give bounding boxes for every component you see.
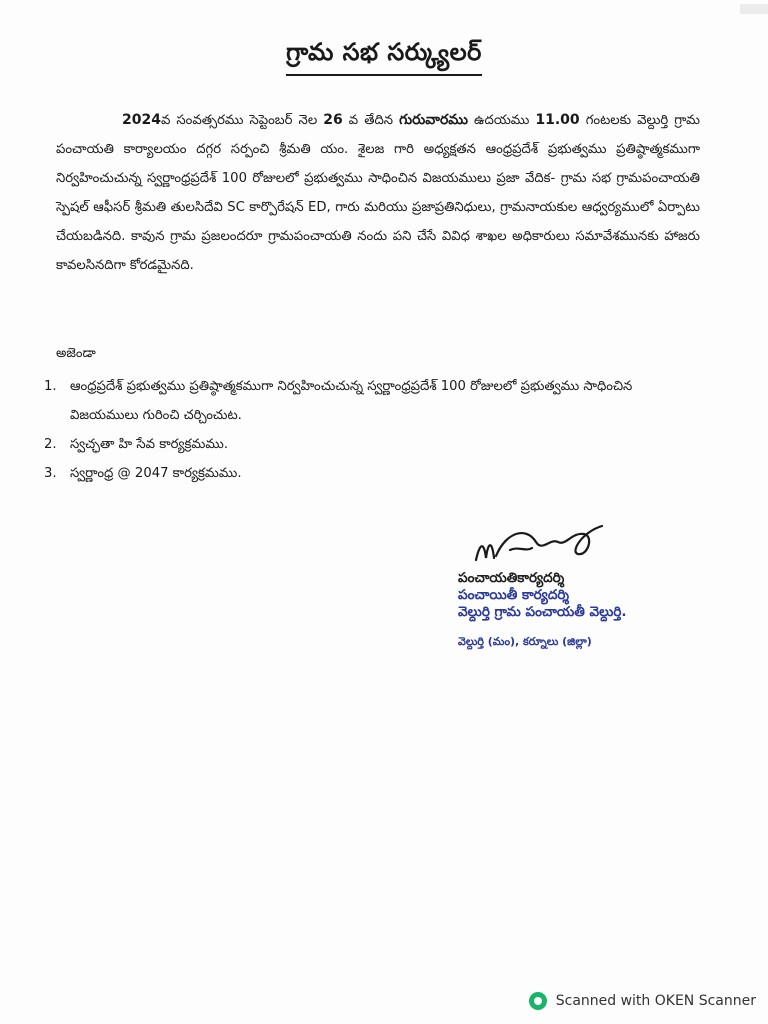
meeting-time: 11.00 [535, 112, 580, 128]
scanner-watermark-text: Scanned with OKEN Scanner [555, 993, 756, 1009]
stamp-designation: పంచాయతికార్యదర్శి [458, 570, 565, 586]
agenda-heading: అజెండా [56, 346, 96, 361]
paragraph-text-1: వ సంవత్సరము సెప్టెంబర్ నెల [160, 113, 324, 128]
paragraph-text-4: గంటలకు వెల్దుర్తి గ్రామ పంచాయతి కార్యాలయం దగ్గర సర్పంచి శ్రీమతి యం. శైలజ గారి అధ్యక్షతన ఆంధ్రప్రదేశ్ ప్రభుత్వము ప్రతిష్ఠాత్మకముగా నిర్వహించుచున్న స్వర్ణాంధ్రప్రదేశ్ 100 రోజులలో ప్రభుత్వము సాధించిన విజయములు ప్రజా వేదిక- గ్రామ సభ గ్రామపంచాయతి స్పెషల్ ఆఫీసర్ శ్రీమతి తులసిదేవి SC కార్పొరేషన్ ED, గారు మరియు ప్రజాప్రతినిధులు, గ్రామనాయకుల ఆధ్వర్యములో ఏర్పాటు చేయబడినది. కావున గ్రామ ప్రజలందరూ గ్రామపంచాయతి నందు పని చేసే వివిధ శాఖల అధికారులు సమావేశమునకు హాజరు కావలసినదిగా కోరడమైనది. [56, 113, 700, 273]
meeting-weekday: గురువారము [399, 112, 468, 128]
agenda-list [44, 372, 704, 488]
circular-body-paragraph [56, 106, 700, 280]
agenda-item-number: 3. [44, 466, 57, 481]
document-title-text: గ్రామ సభ సర్క్యులర్ [286, 38, 482, 76]
paragraph-text-2: వ తేదిన [342, 113, 400, 128]
agenda-item-text: స్వచ్ఛతా హి సేవ కార్యక్రమము. [70, 437, 229, 452]
document-title [0, 38, 768, 76]
paragraph-text-3: ఉదయము [467, 113, 536, 128]
official-stamp [458, 570, 648, 650]
scanner-watermark [529, 992, 756, 1010]
oken-scanner-logo-icon [529, 992, 547, 1010]
meeting-day: 26 [323, 112, 343, 128]
scan-corner-mark [740, 4, 768, 14]
agenda-item [44, 459, 704, 488]
agenda-item [44, 430, 704, 459]
agenda-item-number: 2. [44, 437, 57, 452]
agenda-item [44, 372, 704, 430]
stamp-title: పంచాయితీ కార్యదర్శి [458, 587, 569, 603]
agenda-item-number: 1. [44, 379, 57, 394]
agenda-item-text: ఆంధ్రప్రదేశ్ ప్రభుత్వము ప్రతిష్ఠాత్మకముగా నిర్వహించుచున్న స్వర్ణాంధ్రప్రదేశ్ 100 రోజులలో ప్రభుత్వము సాధించిన విజయములు గురించి చర్చించుట. [70, 379, 633, 423]
meeting-year: 2024 [122, 112, 161, 128]
handwritten-signature [466, 512, 616, 572]
agenda-item-text: స్వర్ణాంధ్ర @ 2047 కార్యక్రమము. [70, 466, 242, 481]
stamp-office: వెల్దుర్తి గ్రామ పంచాయతీ వెల్దుర్తి. [458, 604, 627, 620]
stamp-location: వెల్దుర్తి (మం), కర్నూలు (జిల్లా) [458, 635, 592, 648]
